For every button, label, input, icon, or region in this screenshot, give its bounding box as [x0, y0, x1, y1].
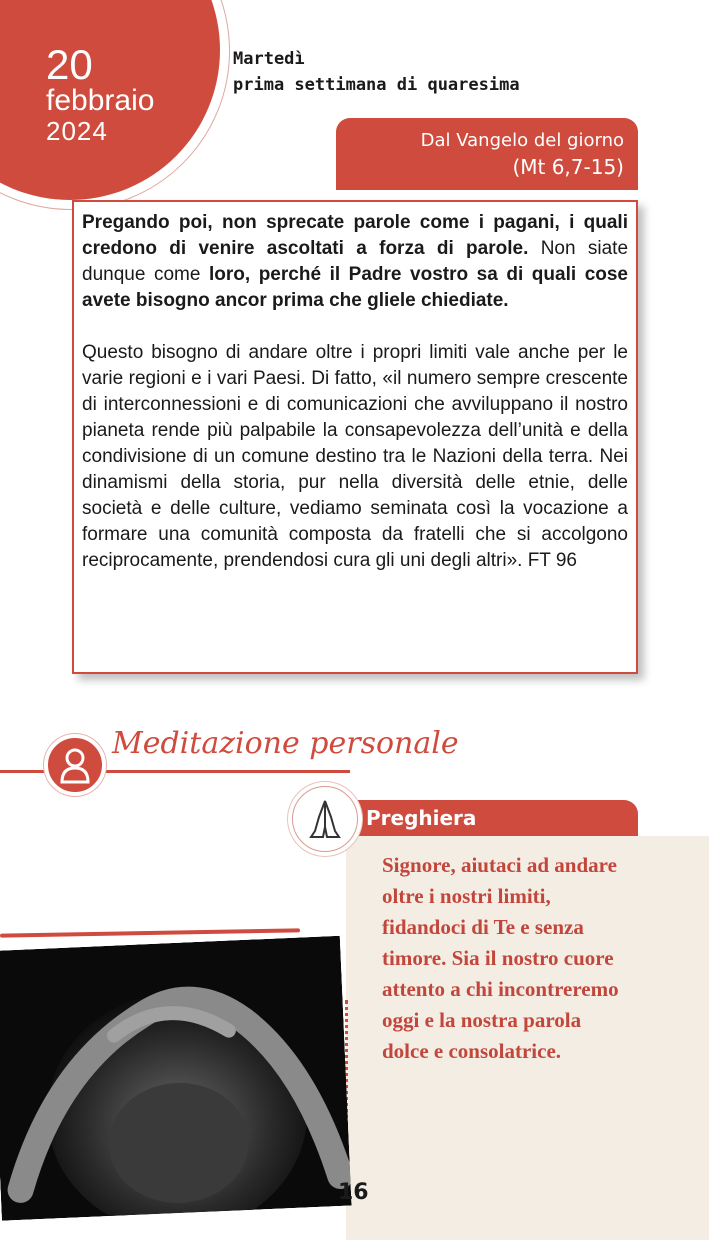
page-number: 16	[338, 1180, 369, 1205]
photo-man-head-in-hands	[0, 933, 352, 1221]
date-block	[46, 41, 155, 146]
day-title-line2: prima settimana di quaresima	[233, 75, 520, 95]
prayer-header: Preghiera	[352, 800, 638, 836]
vangelo-label: Dal Vangelo del giorno	[420, 130, 624, 151]
prayer-text: Signore, aiutaci ad andare oltre i nostri limiti, fidandoci di Te e senza timore. Sia il nostro cuore attento a chi incontreremo oggi e la nostra parola dolce e consolatrice.	[382, 853, 619, 1063]
gospel-text	[82, 210, 628, 314]
gospel-box	[72, 200, 638, 674]
date-year: 2024	[46, 116, 108, 146]
vangelo-reference: (Mt 6,7-15)	[512, 155, 624, 179]
day-title-line1: Martedì	[233, 49, 305, 69]
vangelo-header	[336, 118, 638, 190]
person-icon	[44, 734, 106, 796]
date-day: 20	[46, 41, 93, 88]
praying-hands-icon	[292, 786, 358, 852]
day-title	[233, 46, 520, 98]
date-month: febbraio	[46, 84, 155, 117]
meditation-title: Meditazione personale	[112, 726, 459, 761]
gospel-bold-1: Pregando poi, non sprecate parole come i pagani, i quali credono di venire ascoltati a forza di parole.	[82, 212, 628, 259]
gospel-bold-2: loro, perché il Padre vostro sa di quali cose avete bisogno ancor prima che gliele chiediate.	[82, 264, 629, 311]
gospel-normal-1: Non siate dunque come	[82, 238, 629, 285]
comment-text: Questo bisogno di andare oltre i propri limiti vale anche per le varie regioni e i vari Paesi. Di fatto, «il numero sempre crescente di interconnessioni e di comunicazioni che avviluppano il nostro pianeta rende più palpabile la consapevolezza dell’unità e della condivisione di un comune destino tra le Nazioni della terra. Nei dinamismi della storia, pur nella diversità delle etnie, delle società e delle culture, vediamo seminata così la vocazione a formare una comunità composta da fratelli che si accolgono reciprocamente, prendendosi cura gli uni degli altri». FT 96	[82, 342, 628, 571]
